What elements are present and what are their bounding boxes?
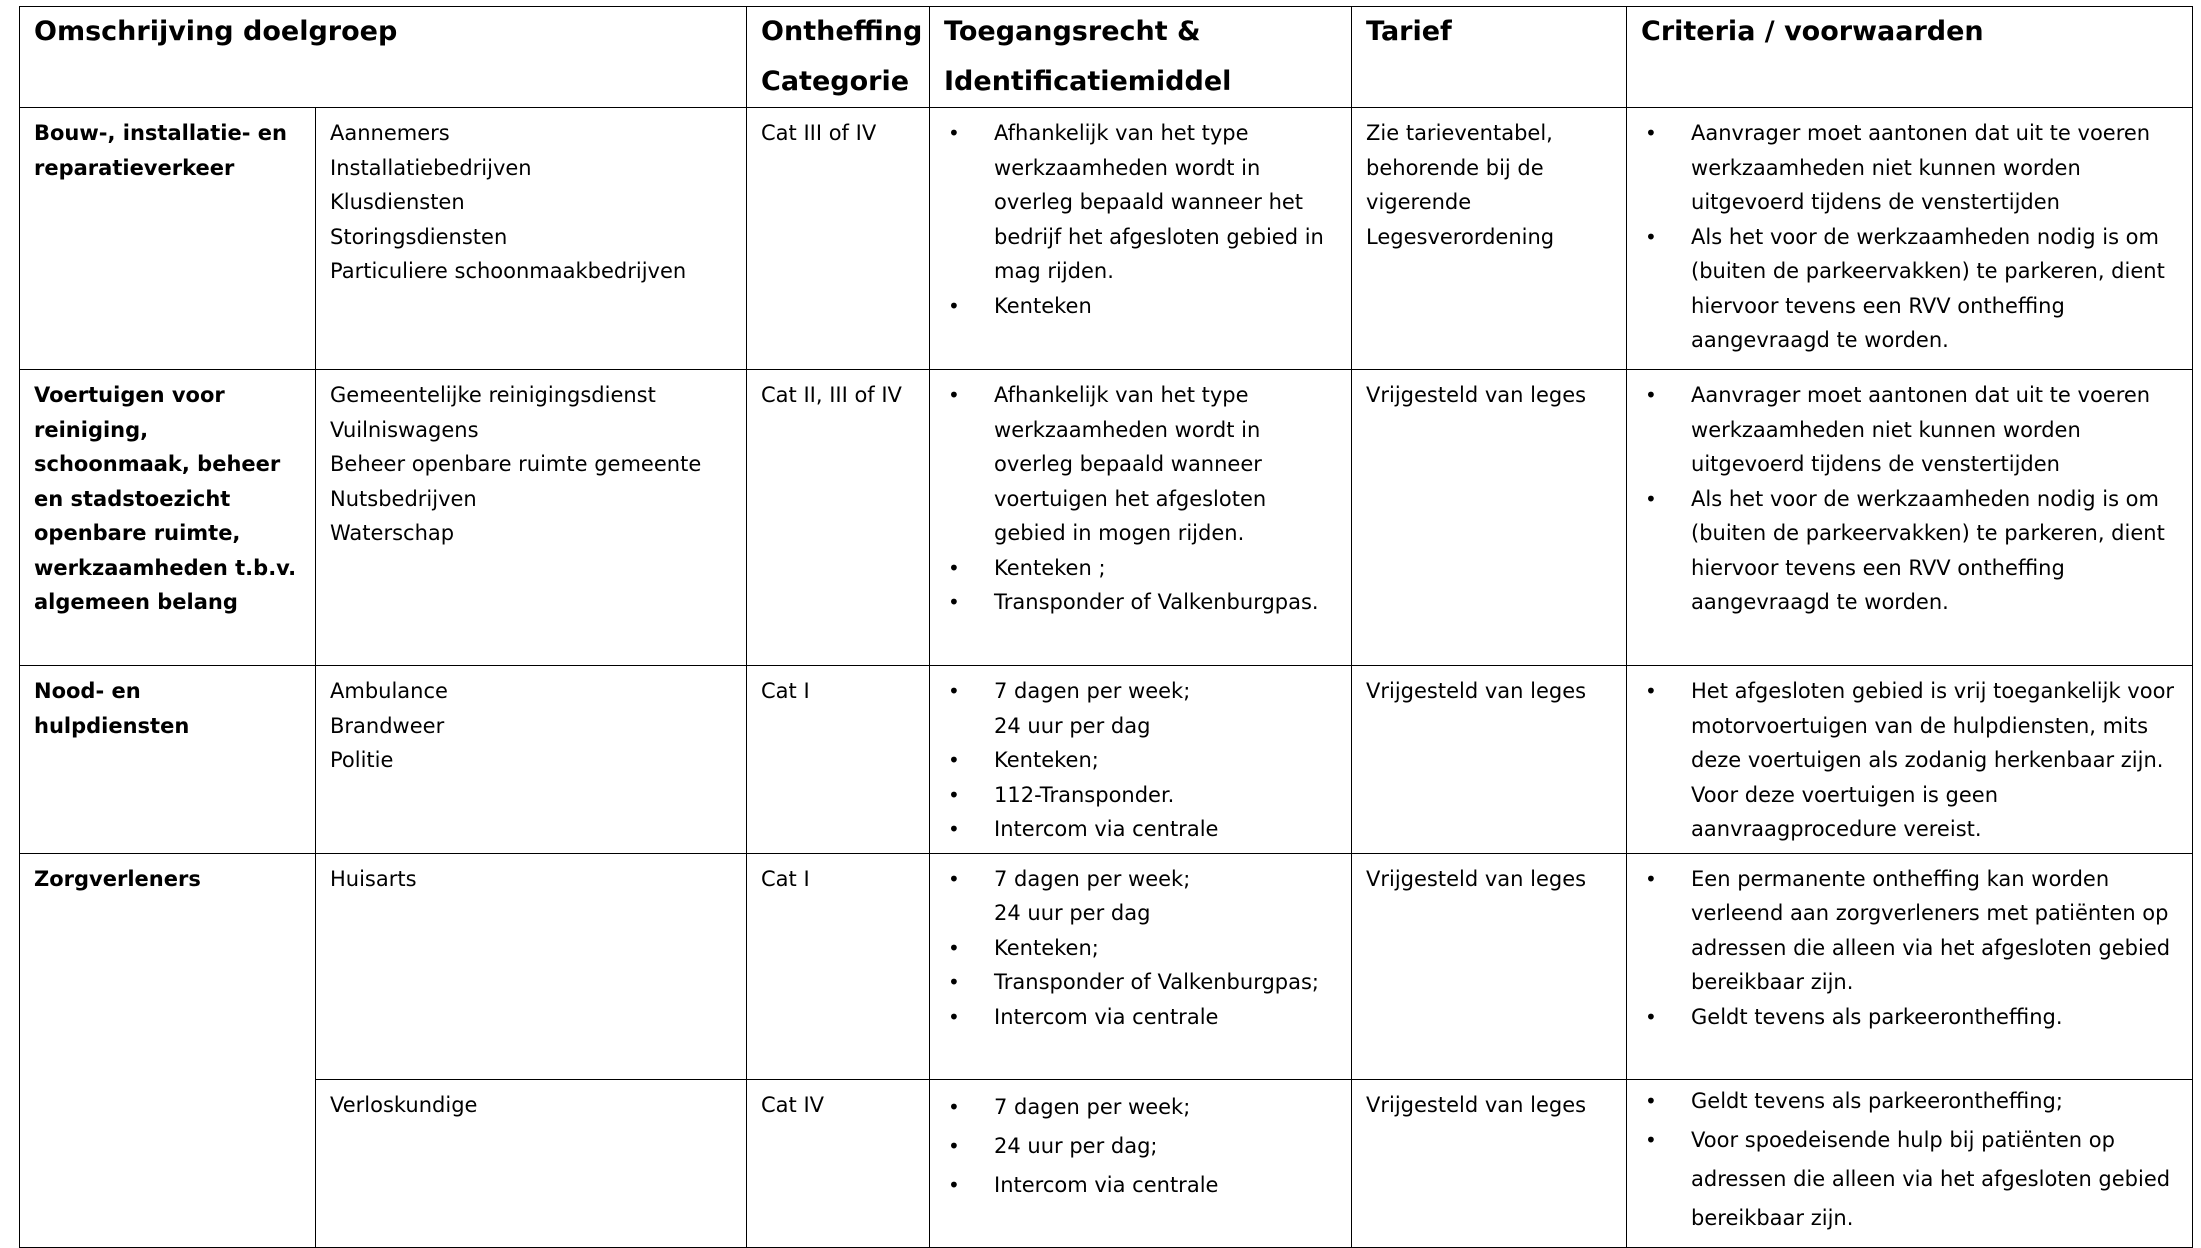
access-item: • Kenteken: [944, 289, 1337, 324]
access-cell: [930, 853, 1352, 1079]
header-categorie: [747, 7, 930, 108]
member: Verloskundige: [330, 1092, 478, 1117]
access-item: • 112-Transponder.: [944, 778, 1337, 813]
members-cell: [316, 370, 747, 666]
member: Huisarts: [330, 866, 417, 891]
member: Klusdiensten: [330, 190, 465, 214]
member: Nutsbedrijven: [330, 486, 477, 511]
group-cell: Zorgverleners: [20, 853, 316, 1247]
access-cell: [930, 1079, 1352, 1247]
access-item: • Afhankelijk van het type werkzaamheden wordt in overleg bepaald wanneer het bedrijf het afgesloten gebied in mag rijden.: [944, 116, 1337, 289]
table-row: [20, 666, 2193, 854]
access-item: • Kenteken;: [944, 931, 1337, 966]
members-cell: [316, 853, 747, 1079]
member: Waterschap: [330, 521, 455, 545]
criteria-item: • Een permanente ontheffing kan worden verleend aan zorgverleners met patiënten op adressen die alleen via het afgesloten gebied bereikbaar zijn.: [1641, 862, 2178, 1000]
access-cell: [930, 666, 1352, 854]
access-item-line: 7 dagen per week;: [994, 866, 1191, 891]
member: Beheer openbare ruimte gemeente: [330, 452, 702, 476]
access-item: • Afhankelijk van het type werkzaamheden wordt in overleg bepaald wanneer voertuigen het afgesloten gebied in mogen rijden.: [944, 378, 1337, 551]
criteria-cell: [1627, 666, 2193, 854]
category-cell: Cat III of IV: [747, 108, 930, 370]
criteria-item: • Als het voor de werkzaamheden nodig is om (buiten de parkeervakken) te parkeren, dient hiervoor tevens een RVV ontheffing aangevraagd te worden.: [1641, 482, 2178, 620]
tariff-cell: Vrijgesteld van leges: [1352, 853, 1627, 1079]
members-cell: [316, 666, 747, 854]
category-cell: Cat I: [747, 853, 930, 1079]
member: Ambulance: [330, 679, 448, 703]
header-toegang-line1: Toegangsrecht &: [944, 16, 1201, 47]
header-categorie-line2: Categorie: [761, 66, 910, 97]
category-cell: Cat II, III of IV: [747, 370, 930, 666]
criteria-cell: [1627, 370, 2193, 666]
access-item: • Intercom via centrale: [944, 812, 1337, 847]
access-item: [944, 674, 1337, 743]
criteria-cell: [1627, 108, 2193, 370]
access-item: • Kenteken;: [944, 743, 1337, 778]
member: Brandweer: [330, 713, 445, 738]
table-row: [20, 108, 2193, 370]
table-row: [20, 853, 2193, 1079]
criteria-item: • Geldt tevens als parkeerontheffing;: [1641, 1082, 2178, 1121]
header-row: [20, 7, 2193, 108]
members-cell: [316, 1079, 747, 1247]
criteria-item: • Geldt tevens als parkeerontheffing.: [1641, 1000, 2178, 1035]
access-item-line: 7 dagen per week;: [994, 679, 1191, 703]
criteria-cell: [1627, 1079, 2193, 1247]
member: Installatiebedrijven: [330, 155, 532, 180]
member: Storingsdiensten: [330, 224, 508, 249]
criteria-item: • Aanvrager moet aantonen dat uit te voeren werkzaamheden niet kunnen worden uitgevoerd tijdens de venstertijden: [1641, 378, 2178, 482]
member: Gemeentelijke reinigingsdienst: [330, 383, 656, 407]
tariff-cell: Zie tarieventabel, behorende bij de vigerende Legesverordening: [1352, 108, 1627, 370]
header-categorie-line1: Ontheffing: [761, 16, 923, 47]
header-criteria: Criteria / voorwaarden: [1627, 7, 2193, 108]
group-cell: Bouw-, installatie- en reparatieverkeer: [20, 108, 316, 370]
header-toegang: [930, 7, 1352, 108]
criteria-cell: [1627, 853, 2193, 1079]
category-cell: Cat I: [747, 666, 930, 854]
access-item: • Transponder of Valkenburgpas.: [944, 585, 1337, 620]
access-cell: [930, 370, 1352, 666]
members-cell: [316, 108, 747, 370]
header-doelgroep: Omschrijving doelgroep: [20, 7, 747, 108]
table-row: [20, 1079, 2193, 1247]
group-cell: Voertuigen voor reiniging, schoonmaak, beheer en stadstoezicht openbare ruimte, werkzaamheden t.b.v. algemeen belang: [20, 370, 316, 666]
criteria-item: • Het afgesloten gebied is vrij toegankelijk voor motorvoertuigen van de hulpdiensten, mits deze voertuigen als zodanig herkenbaar zijn. Voor deze voertuigen is geen aanvraagprocedure vereist.: [1641, 674, 2178, 847]
access-item: [944, 862, 1337, 931]
access-item: • Intercom via centrale: [944, 1166, 1337, 1205]
group-cell: Nood- en hulpdiensten: [20, 666, 316, 854]
criteria-item: • Voor spoedeisende hulp bij patiënten op adressen die alleen via het afgesloten gebied bereikbaar zijn.: [1641, 1121, 2178, 1238]
header-toegang-line2: Identificatiemiddel: [944, 66, 1232, 97]
access-item: • Intercom via centrale: [944, 1000, 1337, 1035]
access-item-subline: 24 uur per dag: [994, 713, 1151, 738]
member: Aannemers: [330, 121, 450, 145]
tariff-cell: Vrijgesteld van leges: [1352, 1079, 1627, 1247]
header-tarief: Tarief: [1352, 7, 1627, 108]
member: Vuilniswagens: [330, 417, 479, 442]
regulations-table: [19, 6, 2193, 1248]
criteria-item: • Als het voor de werkzaamheden nodig is om (buiten de parkeervakken) te parkeren, dient hiervoor tevens een RVV ontheffing aangevraagd te worden.: [1641, 220, 2178, 358]
access-item: • Kenteken ;: [944, 551, 1337, 586]
access-item: • 7 dagen per week;: [944, 1088, 1337, 1127]
access-item-subline: 24 uur per dag: [994, 901, 1151, 925]
member: Particuliere schoonmaakbedrijven: [330, 259, 687, 283]
category-cell: Cat IV: [747, 1079, 930, 1247]
table-row: [20, 370, 2193, 666]
criteria-item: • Aanvrager moet aantonen dat uit te voeren werkzaamheden niet kunnen worden uitgevoerd tijdens de venstertijden: [1641, 116, 2178, 220]
access-cell: [930, 108, 1352, 370]
tariff-cell: Vrijgesteld van leges: [1352, 666, 1627, 854]
tariff-cell: Vrijgesteld van leges: [1352, 370, 1627, 666]
member: Politie: [330, 748, 394, 772]
access-item: • Transponder of Valkenburgpas;: [944, 965, 1337, 1000]
access-item: • 24 uur per dag;: [944, 1127, 1337, 1166]
